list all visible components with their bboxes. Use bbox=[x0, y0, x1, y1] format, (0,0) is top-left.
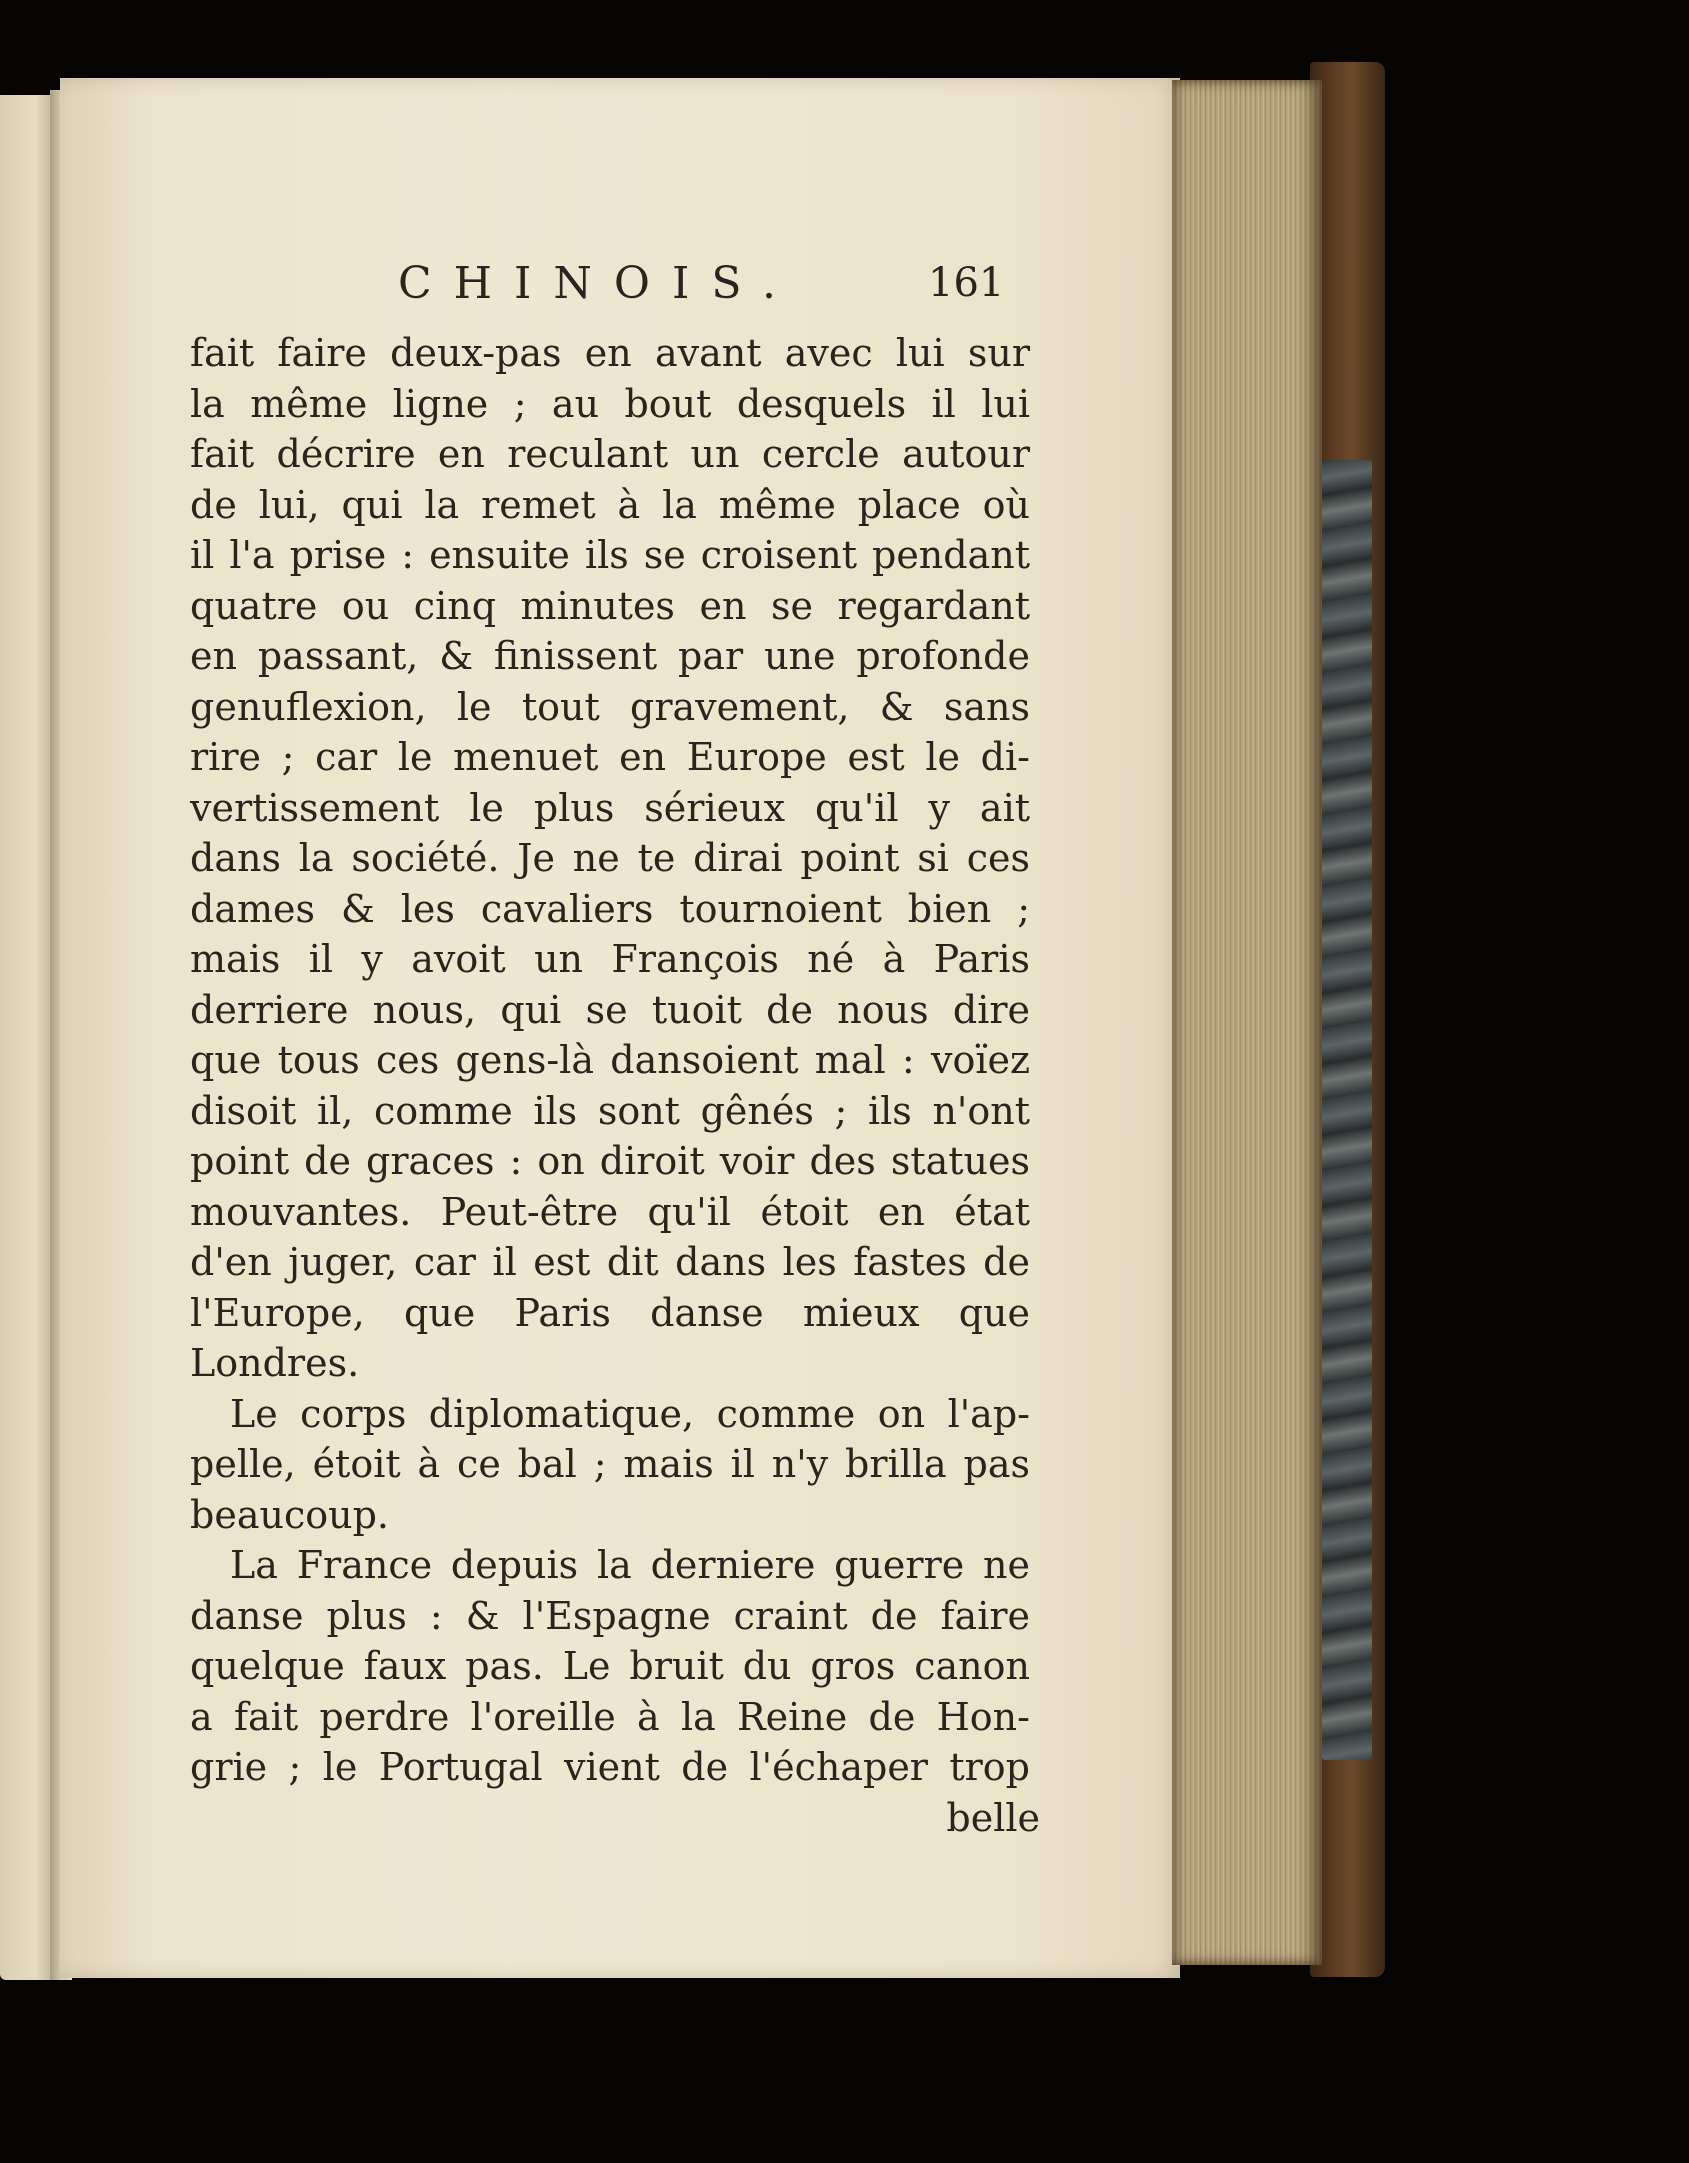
text-line: dames & les cavaliers tournoient bien ; bbox=[190, 886, 1030, 931]
text-line: quelque faux pas. Le bruit du gros canon bbox=[190, 1644, 1030, 1688]
text-line: point de graces : on diroit voir des statues bbox=[190, 1139, 1030, 1183]
text-line: de lui, qui la remet à la même place où bbox=[190, 482, 1030, 527]
page-text bbox=[190, 258, 1040, 1843]
text-line: grie ; le Portugal vient de l'échaper trop bbox=[190, 1745, 1030, 1789]
text-line: l'Europe, que Paris danse mieux que bbox=[190, 1290, 1030, 1335]
text-line: beaucoup. bbox=[190, 1492, 389, 1537]
page-number: 161 bbox=[928, 260, 1005, 306]
text-line: fait faire deux-pas en avant avec lui sur bbox=[190, 331, 1030, 375]
text-line: la même ligne ; au bout desquels il lui bbox=[190, 381, 1030, 426]
marbled-cover bbox=[1322, 460, 1372, 1760]
text-line: Le corps diplomatique, comme on l'ap- bbox=[230, 1391, 1030, 1436]
text-line: pelle, étoit à ce bal ; mais il n'y brilla pas bbox=[190, 1442, 1030, 1486]
text-line: Londres. bbox=[190, 1341, 360, 1385]
text-line: rire ; car le menuet en Europe est le di- bbox=[190, 735, 1030, 779]
catchword: belle bbox=[946, 1795, 1040, 1840]
text-line: que tous ces gens-là dansoient mal : voïez bbox=[190, 1038, 1030, 1082]
text-line: mouvantes. Peut-être qu'il étoit en état bbox=[190, 1189, 1030, 1234]
text-line: dans la société. Je ne te dirai point si ces bbox=[190, 836, 1030, 880]
running-head bbox=[190, 258, 1040, 328]
text-line: vertissement le plus sérieux qu'il y ait bbox=[190, 785, 1030, 830]
text-line: mais il y avoit un François né à Paris bbox=[190, 937, 1030, 981]
text-line: a fait perdre l'oreille à la Reine de Hon- bbox=[190, 1694, 1030, 1739]
page-fore-edge bbox=[1172, 80, 1322, 1965]
text-line: danse plus : & l'Espagne craint de faire bbox=[190, 1593, 1030, 1638]
text-line: genuflexion, le tout gravement, & sans bbox=[190, 684, 1030, 729]
text-line: La France depuis la derniere guerre ne bbox=[230, 1543, 1030, 1587]
text-line: en passant, & finissent par une profonde bbox=[190, 634, 1030, 678]
running-head-title: CHINOIS. bbox=[398, 258, 798, 309]
text-line: fait décrire en reculant un cercle autour bbox=[190, 432, 1030, 476]
text-line: d'en juger, car il est dit dans les fastes de bbox=[190, 1240, 1030, 1284]
text-line: disoit il, comme ils sont gênés ; ils n'ont bbox=[190, 1088, 1030, 1133]
text-line: derriere nous, qui se tuoit de nous dire bbox=[190, 987, 1030, 1032]
text-line: il l'a prise : ensuite ils se croisent pendant bbox=[190, 533, 1030, 577]
text-line: quatre ou cinq minutes en se regardant bbox=[190, 583, 1030, 628]
